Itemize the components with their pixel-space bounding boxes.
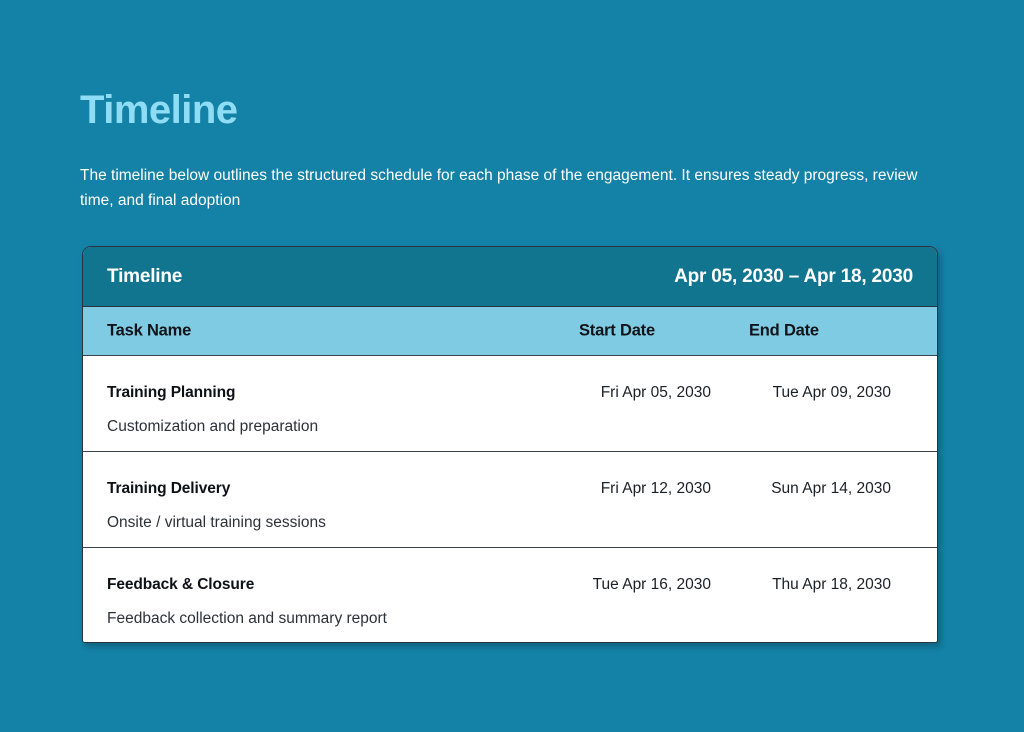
task-description: Customization and preparation — [107, 418, 319, 435]
task-end-date: Sun Apr 14, 2030 — [771, 480, 891, 497]
task-name: Training Planning — [107, 384, 236, 401]
page-description: The timeline below outlines the structured schedule for each phase of the engagement. It ensures steady progress, review time, and final adoption — [80, 167, 918, 210]
column-header-task-name: Task Name — [107, 321, 192, 340]
task-start-date: Fri Apr 12, 2030 — [600, 480, 711, 497]
table-row — [83, 356, 937, 452]
table-row — [83, 548, 937, 642]
task-name: Feedback & Closure — [107, 576, 255, 593]
task-description: Feedback collection and summary report — [107, 610, 387, 627]
task-end-date: Tue Apr 09, 2030 — [772, 384, 891, 401]
table-column-header-row — [83, 306, 937, 356]
timeline-table — [82, 246, 938, 643]
timeline-card-header — [83, 247, 937, 306]
task-end-date: Thu Apr 18, 2030 — [772, 576, 891, 593]
timeline-card-header-label: Timeline — [107, 265, 183, 287]
task-name: Training Delivery — [107, 480, 231, 497]
table-row — [83, 452, 937, 548]
task-description: Onsite / virtual training sessions — [107, 514, 326, 531]
column-header-end-date: End Date — [749, 321, 819, 340]
task-start-date: Tue Apr 16, 2030 — [592, 576, 711, 593]
column-header-start-date: Start Date — [579, 321, 655, 340]
page-title: Timeline — [80, 88, 238, 132]
task-start-date: Fri Apr 05, 2030 — [600, 384, 711, 401]
timeline-date-range: Apr 05, 2030 – Apr 18, 2030 — [674, 265, 913, 287]
